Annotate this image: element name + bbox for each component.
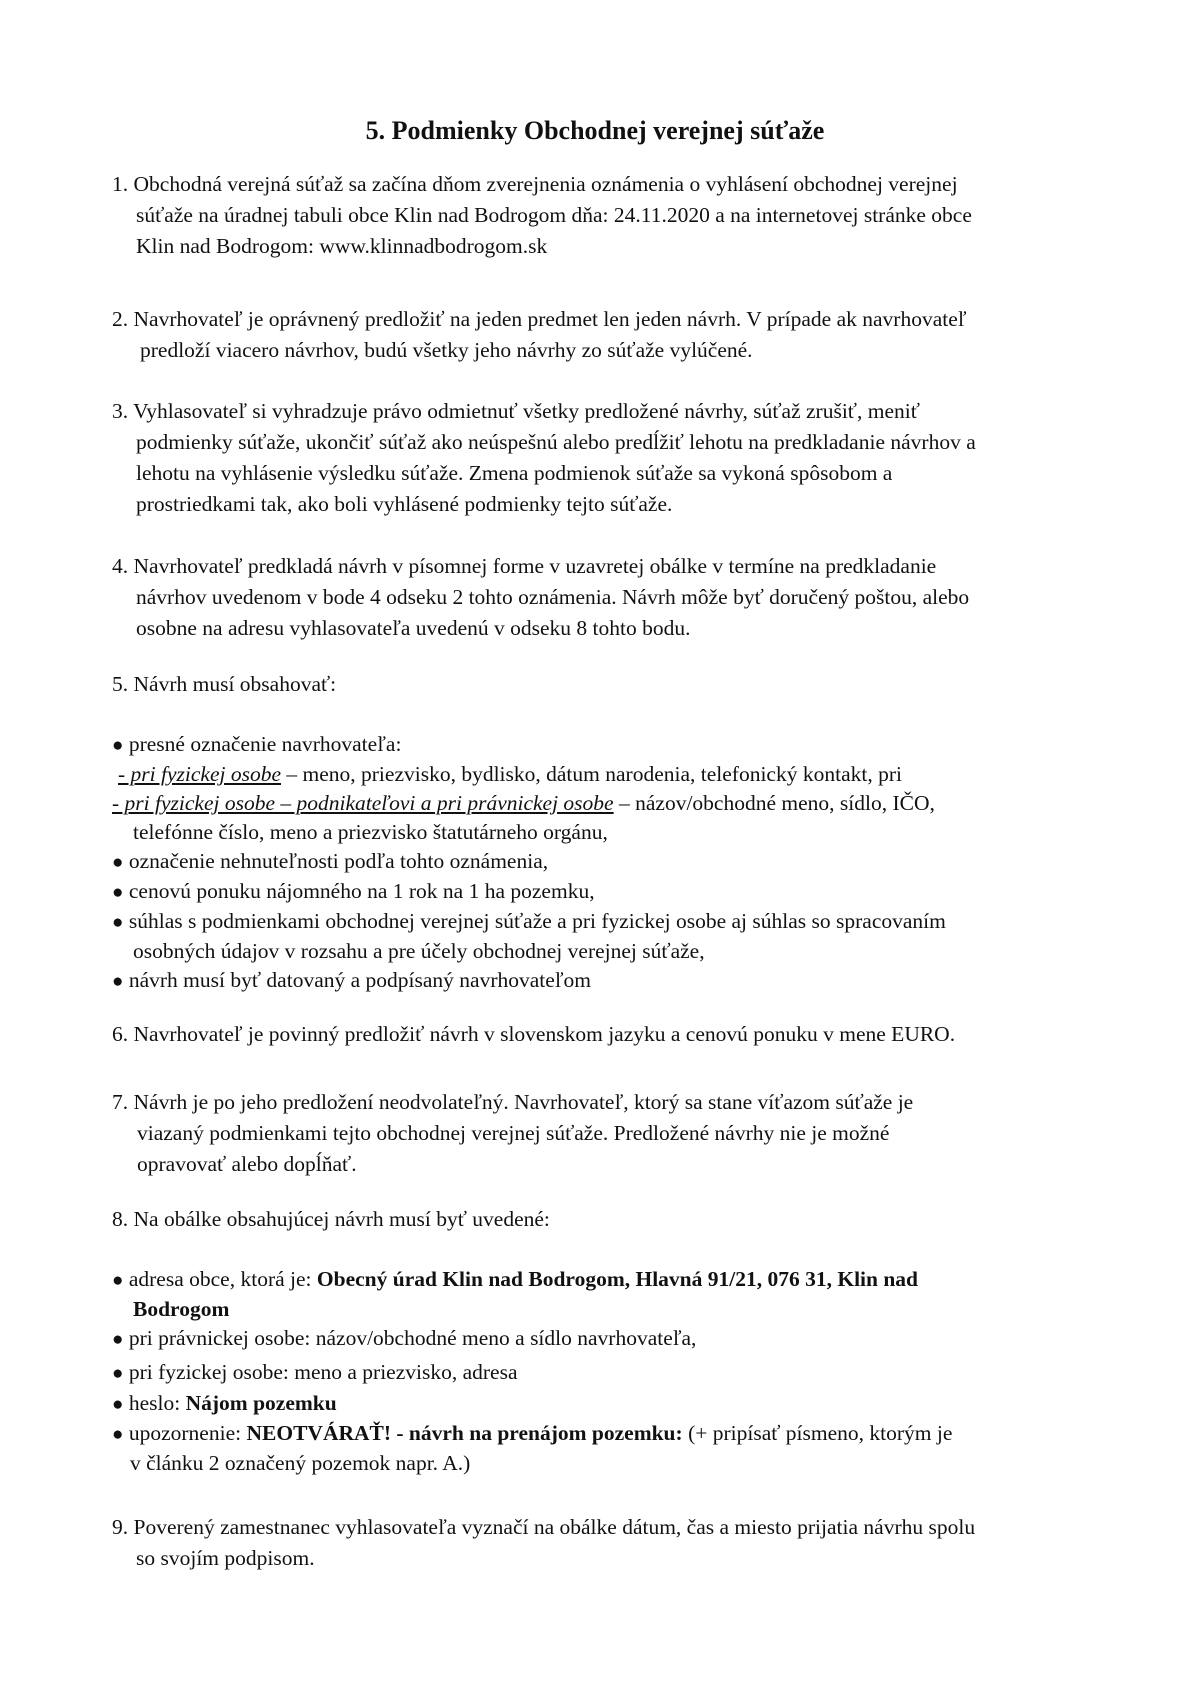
condition-item-3: 3. Vyhlasovateľ si vyhradzuje právo odmietnuť všetky predložené návrhy, súťaž zrušiť, meniť podmienky súťaže, ukončiť súťaž ako neúspešnú alebo predĺžiť lehotu na predkladanie návrhov a lehotu na vyhlásenie výsledku súťaže. Zmena podmienok súťaže sa vykoná spôsobom a prostriedkami tak, ako boli vyhlásené podmienky tejto súťaže.: [112, 399, 976, 516]
envelope-requirements-list: ● adresa obce, ktorá je: Obecný úrad Klin nad Bodrogom, Hlavná 91/21, 076 31, Klin nad Bodrogom ● pri právnickej osobe: názov/obchodné meno a sídlo navrhovateľa, ● pri fyzickej osobe: meno a priezvisko, adresa ● heslo: Nájom pozemku ● upozornenie: NEOTVÁRAŤ! - návrh na prenájom pozemku: (+ pripísať písmeno, ktorým je v článku 2 označený pozemok napr. A.): [112, 1265, 1102, 1478]
bullet-icon: ●: [112, 1363, 124, 1384]
condition-item-1: 1. Obchodná verejná súťaž sa začína dňom zverejnenia oznámenia o vyhlásení obchodnej verejnej súťaže na úradnej tabuli obce Klin nad Bodrogom dňa: 24.11.2020 a na internetovej stránke obce Klin nad Bodrogom: www.klinnadbodrogom.sk: [112, 172, 972, 258]
proposal-contents-list: ● presné označenie navrhovateľa: - pri fyzickej osobe – meno, priezvisko, bydlisko, dátum narodenia, telefonický kontakt, pri - pri fyzickej osobe – podnikateľovi a pri právnickej osobe – názov/obchodné meno, sídlo, IČO, telefónne číslo, meno a priezvisko štatutárneho orgánu, ● označenie nehnuteľnosti podľa tohto oznámenia, ● cenovú ponuku nájomného na 1 rok na 1 ha pozemku, ● súhlas s podmienkami obchodnej verejnej súťaže a pri fyzickej osobe aj súhlas so spracovaním osobných údajov v rozsahu a pre účely obchodnej verejnej súťaže, ● návrh musí byť datovaný a podpísaný navrhovateľom: [112, 730, 1102, 996]
condition-item-6: 6. Navrhovateľ je povinný predložiť návrh v slovenskom jazyku a cenovú ponuku v mene EURO.: [112, 1022, 956, 1046]
condition-item-7: 7. Návrh je po jeho predložení neodvolateľný. Navrhovateľ, ktorý sa stane víťazom súťaže je viazaný podmienkami tejto obchodnej verejnej súťaže. Predložené návrhy nie je možné opravovať alebo dopĺňať.: [112, 1090, 914, 1176]
bullet-icon: ●: [112, 882, 124, 903]
list-item: ● upozornenie: NEOTVÁRAŤ! - návrh na prenájom pozemku: (+ pripísať písmeno, ktorým je: [112, 1421, 953, 1445]
list-item: ● označenie nehnuteľnosti podľa tohto oznámenia,: [112, 849, 549, 873]
bullet-icon: ●: [112, 852, 124, 873]
municipality-address: Obecný úrad Klin nad Bodrogom, Hlavná 91/21, 076 31, Klin nad: [316, 1267, 919, 1291]
bullet-icon: ●: [112, 971, 124, 992]
condition-item-8: 8. Na obálke obsahujúcej návrh musí byť uvedené:: [112, 1207, 550, 1231]
list-item: ● pri fyzickej osobe: meno a priezvisko, adresa: [112, 1360, 518, 1384]
list-item: ● súhlas s podmienkami obchodnej verejnej súťaže a pri fyzickej osobe aj súhlas so spracovaním: [112, 909, 946, 933]
bullet-icon: ●: [112, 1329, 124, 1350]
condition-item-4: 4. Navrhovateľ predkladá návrh v písomnej forme v uzavretej obálke v termíne na predkladanie návrhov uvedenom v bode 4 odseku 2 tohto oznámenia. Návrh môže byť doručený poštou, alebo osobne na adresu vyhlasovateľa uvedenú v odseku 8 tohto bodu.: [112, 554, 970, 640]
condition-item-2: 2. Navrhovateľ je oprávnený predložiť na jeden predmet len jeden návrh. V prípade ak navrhovateľ predloží viacero návrhov, budú všetky jeho návrhy zo súťaže vylúčené.: [112, 307, 967, 362]
bullet-icon: ●: [112, 1270, 124, 1291]
list-item: ● heslo: Nájom pozemku: [112, 1391, 337, 1415]
list-item: ● návrh musí byť datovaný a podpísaný navrhovateľom: [112, 968, 592, 992]
list-item: ● presné označenie navrhovateľa:: [112, 732, 402, 756]
bullet-icon: ●: [112, 912, 124, 933]
list-subitem: - pri fyzickej osobe – podnikateľovi a pri právnickej osobe – názov/obchodné meno, sídlo, IČO,: [112, 791, 935, 815]
list-subitem: - pri fyzickej osobe – meno, priezvisko, bydlisko, dátum narodenia, telefonický kontakt, pri: [118, 762, 902, 786]
page-title: 5. Podmienky Obchodnej verejnej súťaže: [365, 116, 825, 145]
condition-item-9: 9. Poverený zamestnanec vyhlasovateľa vyznačí na obálke dátum, čas a miesto prijatia návrhu spolu so svojím podpisom.: [112, 1515, 976, 1570]
password-value: Nájom pozemku: [185, 1391, 337, 1415]
bullet-icon: ●: [112, 735, 124, 756]
bullet-icon: ●: [112, 1394, 124, 1415]
list-item: ● adresa obce, ktorá je: Obecný úrad Klin nad Bodrogom, Hlavná 91/21, 076 31, Klin nad: [112, 1267, 919, 1291]
list-item: ● pri právnickej osobe: názov/obchodné meno a sídlo navrhovateľa,: [112, 1326, 697, 1350]
bullet-icon: ●: [112, 1424, 124, 1445]
condition-item-5: 5. Návrh musí obsahovať:: [112, 672, 337, 696]
warning-text: NEOTVÁRAŤ! - návrh na prenájom pozemku:: [246, 1421, 683, 1445]
list-item: ● cenovú ponuku nájomného na 1 rok na 1 ha pozemku,: [112, 879, 595, 903]
